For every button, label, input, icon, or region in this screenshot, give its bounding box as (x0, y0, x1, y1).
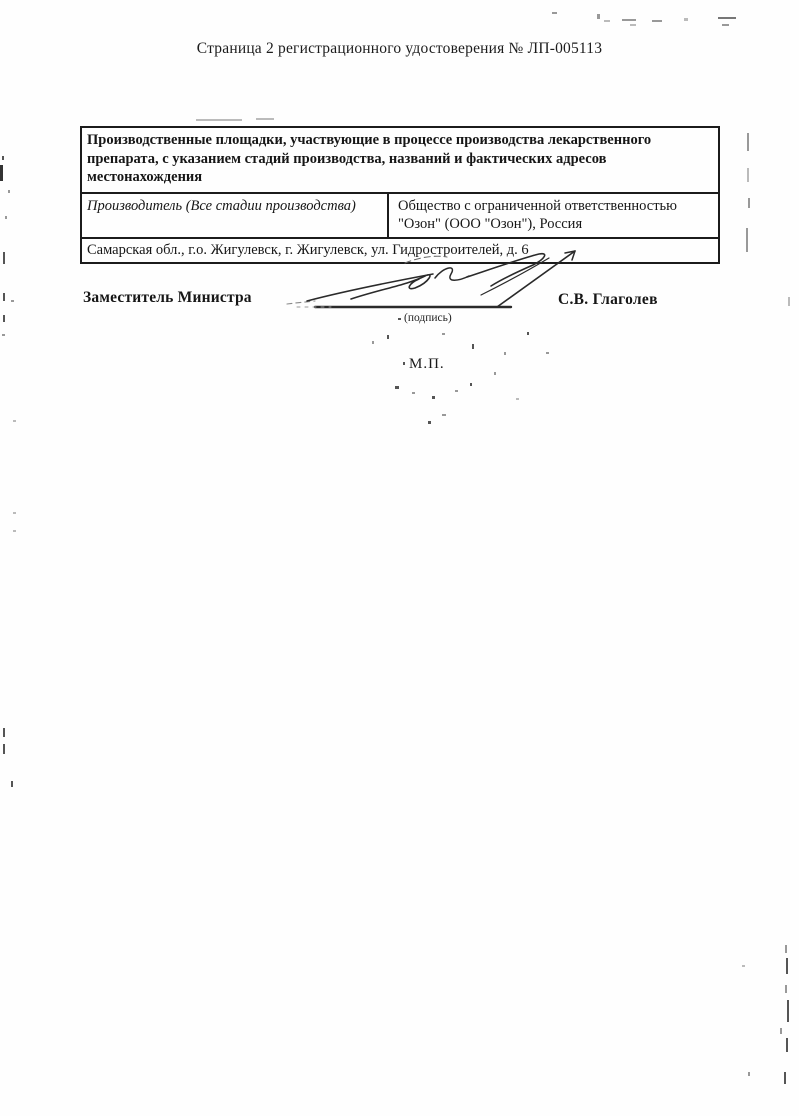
left-margin-artifact (11, 781, 13, 787)
stamp-speckle (472, 344, 474, 349)
scan-artifact (718, 17, 736, 19)
left-margin-artifact (5, 216, 7, 219)
stamp-speckle (412, 392, 415, 394)
left-margin-artifact (3, 252, 5, 264)
page-title: Страница 2 регистрационного удостоверения № ЛП-005113 (196, 40, 603, 57)
producer-label-cell: Производитель (Все стадии производства) (82, 194, 389, 237)
scan-artifact (684, 18, 688, 21)
left-margin-artifact (3, 728, 5, 737)
stamp-speckle (442, 414, 446, 416)
right-margin-artifact (747, 168, 749, 182)
signature-scribble (285, 243, 595, 333)
scan-artifact (622, 19, 636, 21)
right-margin-artifact (746, 228, 748, 252)
bottom-right-artifact (786, 1038, 788, 1052)
stamp-speckle (455, 390, 458, 392)
bottom-right-artifact (742, 965, 745, 967)
stamp-speckle (387, 335, 389, 339)
table-header-cell: Производственные площадки, участвующие в процессе производства лекарственного препарата, с указанием стадий производства, названий и фактических адресов местонахождения (82, 128, 718, 194)
right-margin-artifact (747, 133, 749, 151)
stamp-speckle (516, 398, 519, 400)
stamp-speckle (442, 333, 445, 335)
stamp-speckle (504, 352, 506, 355)
scan-artifact (256, 118, 274, 120)
stamp-speckle (395, 386, 399, 389)
stamp-speckle (470, 383, 472, 386)
scan-artifact (552, 12, 557, 14)
producer-value-cell: Общество с ограниченной ответственностью "Озон" (ООО "Озон"), Россия (398, 197, 677, 232)
table-row-producer (82, 194, 718, 239)
scan-artifact (604, 20, 610, 22)
bottom-right-artifact (787, 1000, 789, 1022)
left-margin-artifact (13, 512, 16, 514)
stamp-speckle (403, 362, 405, 365)
bottom-right-artifact (786, 958, 788, 974)
left-margin-artifact (3, 293, 5, 301)
scan-artifact (722, 24, 729, 26)
left-margin-artifact (2, 334, 5, 336)
bottom-right-artifact (785, 945, 787, 953)
left-margin-artifact (8, 190, 10, 193)
left-margin-artifact (3, 744, 5, 754)
bottom-right-artifact (784, 1072, 786, 1084)
left-margin-artifact (11, 300, 14, 302)
signature-caption: (подпись) (404, 312, 452, 324)
official-name: С.В. Глаголев (558, 291, 658, 308)
left-margin-artifact (13, 530, 16, 532)
right-margin-artifact (748, 198, 750, 208)
scan-artifact (196, 119, 242, 121)
scan-artifact (597, 14, 600, 19)
left-margin-artifact (13, 420, 16, 422)
left-margin-artifact (2, 156, 4, 160)
right-margin-artifact (788, 297, 790, 306)
stamp-speckle (546, 352, 549, 354)
scan-artifact (652, 20, 662, 22)
left-margin-artifact (3, 315, 5, 322)
bottom-right-artifact (785, 985, 787, 993)
stamp-speckle (428, 421, 431, 424)
stamp-speckle (494, 372, 496, 375)
official-title: Заместитель Министра (83, 289, 252, 306)
bottom-right-artifact (780, 1028, 782, 1034)
scan-artifact (630, 24, 636, 26)
table-row-address: Самарская обл., г.о. Жигулевск, г. Жигулевск, ул. Гидростроителей, д. 6 (87, 241, 529, 258)
stamp-speckle (527, 332, 529, 335)
seal-place-mark: М.П. (409, 356, 445, 372)
left-margin-artifact (0, 165, 3, 181)
stamp-speckle (398, 318, 401, 320)
stamp-speckle (432, 396, 435, 399)
bottom-right-artifact (748, 1072, 750, 1076)
stamp-speckle (372, 341, 374, 344)
